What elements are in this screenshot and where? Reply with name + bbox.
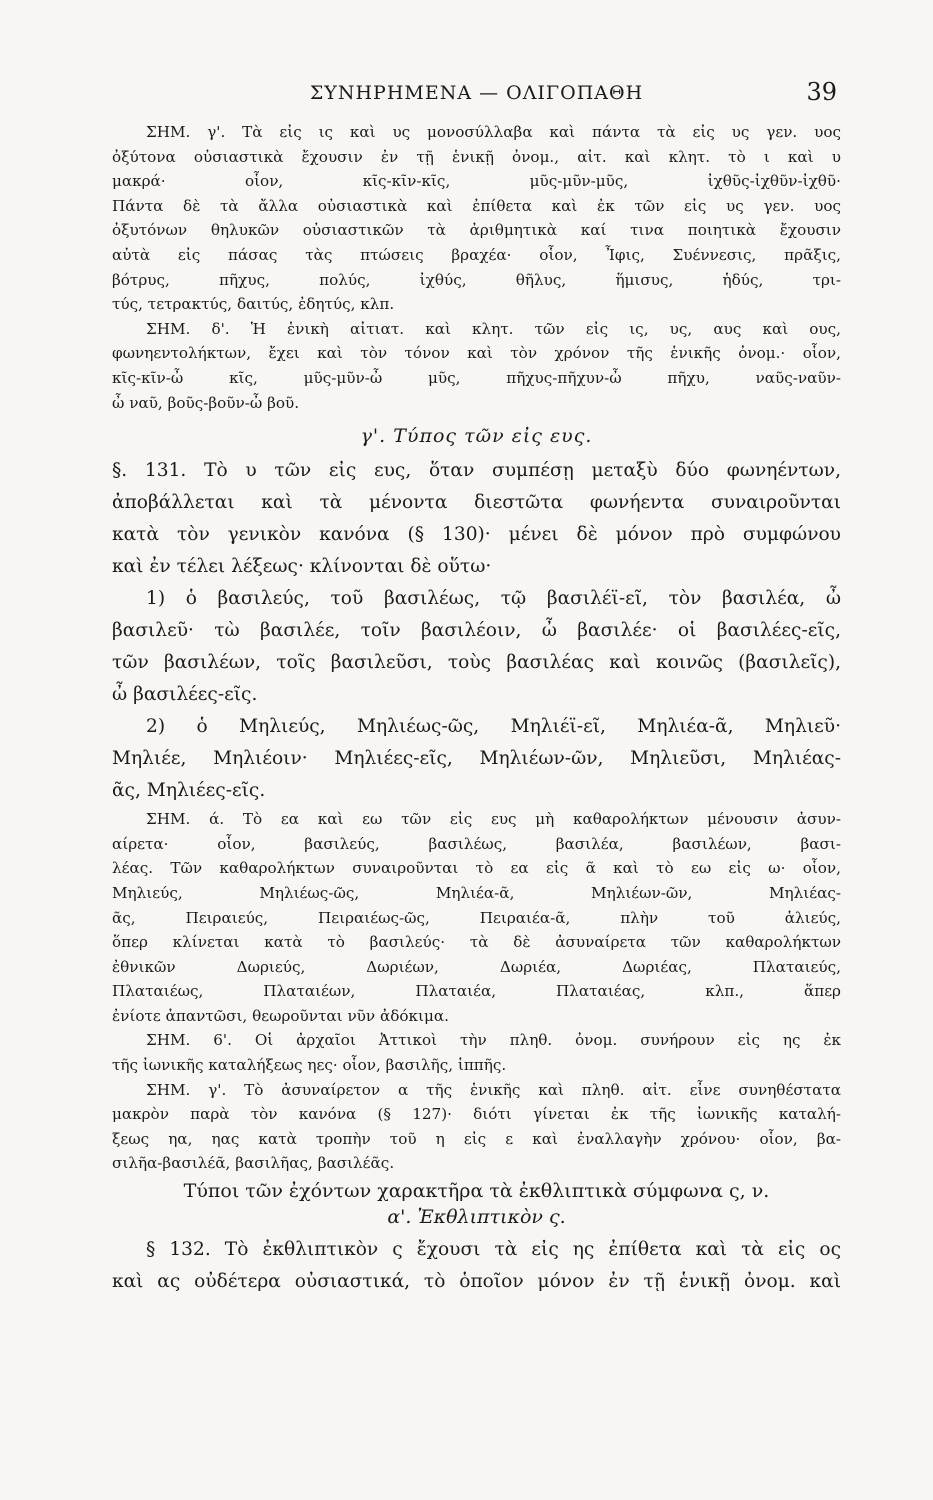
text-line: ξεως ηα, ηας κατὰ τροπὴν τοῦ η εἰς ε καὶ ἐναλλαγὴν χρόνου· οἷον, βα- bbox=[112, 1129, 841, 1148]
note-gamma bbox=[112, 120, 841, 317]
text-line: κατὰ τὸν γενικὸν κανόνα (§ 130)· μένει δὲ μόνον πρὸ συμφώνου bbox=[112, 524, 841, 546]
page-header bbox=[112, 78, 841, 114]
paragraph-131 bbox=[112, 455, 841, 583]
subheading: γ'. Τύπος τῶν εἰς ευς. bbox=[360, 425, 593, 448]
text-line: Μηλιέε, Μηλιέοιν· Μηλιέες-εῖς, Μηλιέων-ῶν, Μηλιεῦσι, Μηλιέας- bbox=[112, 748, 841, 770]
note-beta bbox=[112, 1028, 841, 1077]
text-line: § 132. Τὸ ἐκθλιπτικὸν ς ἔχουσι τὰ εἰς ης ἐπίθετα καὶ τὰ εἰς ος bbox=[146, 1239, 841, 1261]
text-line: ὀξύτονα οὐσιαστικὰ ἔχουσιν ἐν τῇ ἑνικῇ ὀνομ., αἰτ. καὶ κλητ. τὸ ι καὶ υ bbox=[112, 147, 841, 166]
text-line: βασιλεῦ· τὼ βασιλέε, τοῖν βασιλέοιν, ὦ βασιλέε· οἱ βασιλέες-εῖς, bbox=[112, 620, 841, 642]
text-line: ᾶς, Μηλιέες-εῖς. bbox=[112, 780, 266, 802]
text-line: Πλαταιέως, Πλαταιέων, Πλαταιέα, Πλαταιέας, κλπ., ἅπερ bbox=[112, 982, 841, 1001]
text-line: Μηλιεύς, Μηλιέως-ῶς, Μηλιέα-ᾶ, Μηλιέων-ῶν, Μηλιέας- bbox=[112, 883, 841, 902]
text-line: καὶ ας οὐδέτερα οὐσιαστικά, τὸ ὁποῖον μόνον ἐν τῇ ἑνικῇ ὀνομ. καὶ bbox=[112, 1271, 841, 1293]
declension-item-2 bbox=[112, 711, 841, 807]
text-line: ὀξυτόνων θηλυκῶν οὐσιαστικῶν τὰ ἀριθμητικὰ καί τινα ποιητικὰ ἔχουσιν bbox=[112, 221, 841, 240]
text-line: ὅπερ κλίνεται κατὰ τὸ βασιλεύς· τὰ δὲ ἀσυναίρετα τῶν καθαρολήκτων bbox=[112, 933, 841, 952]
text-line: 1) ὁ βασιλεύς, τοῦ βασιλέως, τῷ βασιλέϊ-εῖ, τὸν βασιλέα, ὦ bbox=[146, 588, 841, 610]
note-label: ΣΗΜ. 6'. bbox=[146, 1031, 232, 1050]
text-line: Τὰ εἰς ις καὶ υς μονοσύλλαβα καὶ πάντα τὰ εἰς υς γεν. υος bbox=[242, 123, 841, 141]
text-line: ᾶς, Πειραιεύς, Πειραιέως-ῶς, Πειραιέα-ᾶ, πλὴν τοῦ ἁλιεύς, bbox=[112, 908, 841, 927]
text-line: 2) ὁ Μηλιεύς, Μηλιέως-ῶς, Μηλιέϊ-εῖ, Μηλιέα-ᾶ, Μηλιεῦ· bbox=[146, 716, 841, 738]
text-line: τῆς ἰωνικῆς καταλήξεως ηες· οἷον, βασιλῆς, ἱππῆς. bbox=[112, 1056, 507, 1075]
text-line: ἐθνικῶν Δωριεύς, Δωριέων, Δωριέα, Δωριέας, Πλαταιεύς, bbox=[112, 957, 841, 976]
note-label: ΣΗΜ. γ'. bbox=[146, 1080, 227, 1099]
running-head: ΣΥΝΗΡΗΜΕΝΑ — ΟΛΙΓΟΠΑΘΗ bbox=[309, 82, 644, 104]
note-label: ΣΗΜ. δ'. bbox=[146, 319, 230, 338]
note-alpha bbox=[112, 807, 841, 1028]
text-line: αίρετα· οἷον, βασιλεύς, βασιλέως, βασιλέα, βασιλέων, βασι- bbox=[112, 834, 841, 853]
text-line: ὦ ναῦ, βοῦς-βοῦν-ὦ βοῦ. bbox=[112, 393, 300, 412]
text-line: μακρὸν παρὰ τὸν κανόνα (§ 127)· διότι γίνεται ἐκ τῆς ἰωνικῆς καταλή- bbox=[112, 1105, 841, 1124]
text-line: §. 131. Τὸ υ τῶν εἰς ευς, ὅταν συμπέσῃ μεταξὺ δύο φωνηέντων, bbox=[112, 460, 841, 482]
text-line: Τὸ ἀσυναίρετον α τῆς ἑνικῆς καὶ πληθ. αἰτ. εἶνε συνηθέστατα bbox=[244, 1080, 842, 1099]
text-line: ἀποβάλλεται καὶ τὰ μένοντα διεστῶτα φωνήεντα συναιροῦνται bbox=[112, 492, 841, 514]
paragraph-132 bbox=[112, 1234, 841, 1298]
note-gamma-2 bbox=[112, 1078, 841, 1176]
text-line: κῖς-κῖν-ὦ κῖς, μῦς-μῦν-ὦ μῦς, πῆχυς-πῆχυν-ὦ πῆχυ, ναῦς-ναῦν- bbox=[112, 368, 841, 387]
text-line: βότρυς, πῆχυς, πολύς, ἰχθύς, θῆλυς, ἥμισυς, ἡδύς, τρι- bbox=[112, 270, 841, 289]
text-line: αὐτὰ εἰς πάσας τὰς πτώσεις βραχέα· οἷον, Ἶφις, Συέννεσις, πρᾶξις, bbox=[112, 245, 841, 264]
text-line: φωνηεντολήκτων, ἔχει καὶ τὸν τόνον καὶ τὸν χρόνον τῆς ἑνικῆς ὀνομ.· οἷον, bbox=[112, 344, 841, 363]
text-line: τύς, τετρακτύς, δαιτύς, ἐδητύς, κλπ. bbox=[112, 295, 395, 314]
text-line: Ἡ ἑνικὴ αἰτιατ. καὶ κλητ. τῶν εἰς ις, υς, αυς καὶ ους, bbox=[250, 319, 842, 338]
declension-item-1 bbox=[112, 583, 841, 711]
types-heading: Τύποι τῶν ἐχόντων χαρακτῆρα τὰ ἐκθλιπτικὰ σύμφωνα ς, ν. bbox=[183, 1180, 770, 1203]
note-label: ΣΗΜ. ά. bbox=[146, 810, 225, 829]
text-line: ὦ βασιλέες-εῖς. bbox=[112, 684, 258, 706]
text-line: καὶ ἐν τέλει λέξεως· κλίνονται δὲ οὕτω· bbox=[112, 556, 492, 578]
text-line: τῶν βασιλέων, τοῖς βασιλεῦσι, τοὺς βασιλέας καὶ κοινῶς (βασιλεῖς), bbox=[112, 652, 841, 674]
section-heading: α'. Ἐκθλιπτικὸν ς. bbox=[387, 1206, 566, 1229]
text-line: Τὸ εα καὶ εω τῶν εἰς ευς μὴ καθαρολήκτων μένουσιν ἀσυν- bbox=[242, 810, 841, 829]
text-line: Πάντα δὲ τὰ ἄλλα οὐσιαστικὰ καὶ ἐπίθετα καὶ ἐκ τῶν εἰς υς γεν. υος bbox=[112, 196, 841, 215]
text-line: ἐνίοτε ἀπαντῶσι, θεωροῦνται νῦν ἀδόκιμα. bbox=[112, 1006, 449, 1025]
note-label: ΣΗΜ. γ'. bbox=[146, 123, 226, 141]
text-line: σιλῆα-βασιλέᾶ, βασιλῆας, βασιλέᾶς. bbox=[112, 1154, 395, 1173]
text-line: μακρά· οἷον, κῖς-κῖν-κῖς, μῦς-μῦν-μῦς, ἰχθῦς-ἰχθῦν-ἰχθῦ· bbox=[112, 172, 841, 191]
page-number: 39 bbox=[806, 78, 837, 106]
text-line: Οἱ ἀρχαῖοι Ἀττικοὶ τὴν πληθ. ὀνομ. συνήρουν εἰς ης ἐκ bbox=[254, 1031, 842, 1050]
note-delta bbox=[112, 317, 841, 415]
text-line: λέας. Τῶν καθαρολήκτων συναιροῦνται τὸ εα εἰς ᾶ καὶ τὸ εω εἰς ω· οἷον, bbox=[112, 859, 841, 878]
